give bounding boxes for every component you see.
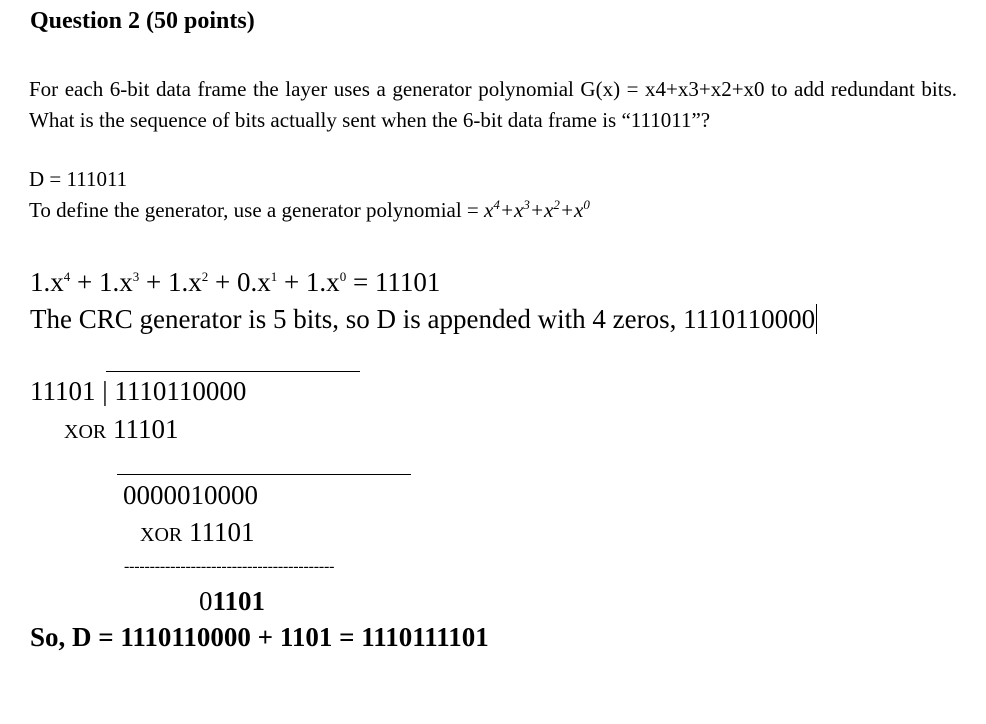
polynomial-expansion: $1.x^4 + 1.x^3 + 1.x^2 + 0.x^1 + 1.x^0 = 11101$	[30, 267, 441, 297]
remainder-value: 1101	[212, 586, 266, 616]
question-text: For each 6-bit data frame the layer uses a generator polynomial G(x) = x4+x3+x2+x0 to add redundant bits. What is the sequence of bits actually sent when the 6-bit data frame is “111011”?	[29, 77, 957, 132]
remainder-lead: 0	[199, 586, 213, 616]
generator-prefix: To define the generator, use a generator polynomial =	[29, 198, 485, 222]
xor-label-2: XOR	[140, 524, 183, 546]
division-bar-2	[117, 474, 411, 475]
intermediate-result: 0000010000	[123, 480, 258, 510]
generator-definition	[29, 198, 590, 223]
division-dividend: 11101 | 1110110000	[30, 376, 247, 406]
xor-value-2: 11101	[188, 517, 255, 547]
question-title: Question 2 (50 points)	[30, 8, 255, 34]
xor-step-1	[64, 414, 178, 445]
xor-value-1: 11101	[112, 414, 179, 444]
data-frame-line: D = 111011	[29, 167, 128, 191]
crc-explanation	[30, 304, 817, 335]
dashed-separator: -----------------------------------------	[124, 558, 335, 575]
xor-label-1: XOR	[64, 421, 107, 443]
generator-polynomial: $x^4+x^3+x^2+x^0$	[484, 197, 590, 222]
remainder	[199, 586, 265, 617]
xor-step-2	[140, 517, 254, 548]
text-cursor	[816, 304, 817, 334]
crc-explanation-text: The CRC generator is 5 bits, so D is appended with 4 zeros, 1110110000	[30, 304, 816, 334]
conclusion: So, D = 1110110000 + 1101 = 1110111101	[30, 622, 489, 652]
division-bar-1	[106, 371, 360, 372]
